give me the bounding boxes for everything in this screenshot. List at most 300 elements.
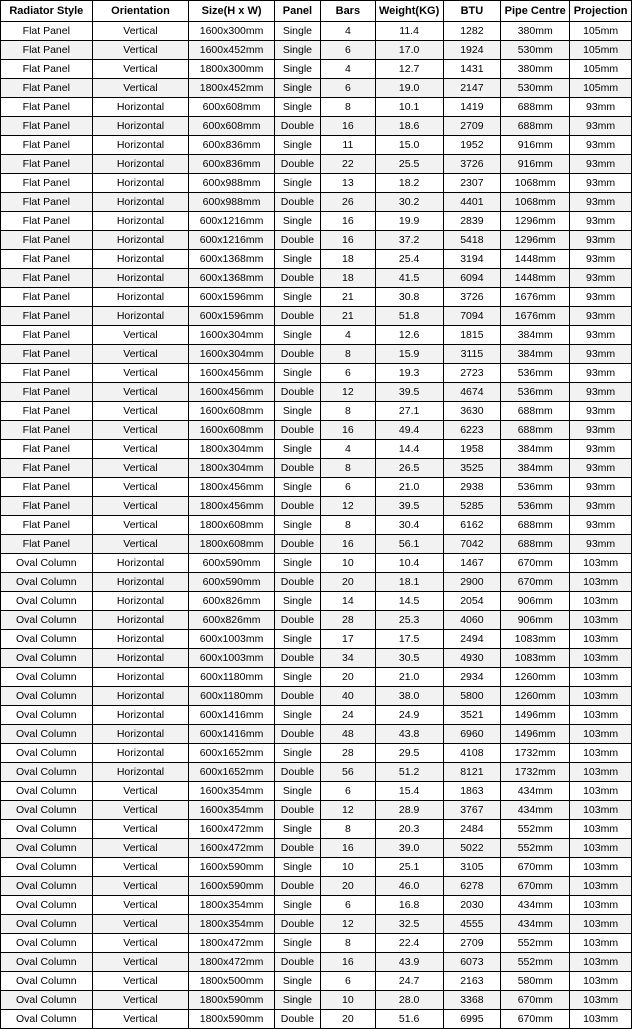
cell-pipe-centre: 384mm <box>501 459 570 478</box>
cell-orientation: Horizontal <box>92 706 189 725</box>
cell-bars: 12 <box>321 915 376 934</box>
cell-weight: 20.3 <box>375 820 443 839</box>
cell-radiator-style: Oval Column <box>1 858 93 877</box>
cell-projection: 93mm <box>570 326 632 345</box>
cell-weight: 32.5 <box>375 915 443 934</box>
table-row <box>1 307 632 326</box>
cell-radiator-style: Flat Panel <box>1 326 93 345</box>
cell-weight: 25.3 <box>375 611 443 630</box>
cell-projection: 103mm <box>570 592 632 611</box>
cell-size: 1800x472mm <box>189 953 274 972</box>
cell-orientation: Vertical <box>92 839 189 858</box>
cell-weight: 39.5 <box>375 383 443 402</box>
cell-projection: 103mm <box>570 573 632 592</box>
cell-size: 600x1180mm <box>189 668 274 687</box>
cell-orientation: Vertical <box>92 41 189 60</box>
cell-orientation: Vertical <box>92 801 189 820</box>
cell-weight: 25.1 <box>375 858 443 877</box>
cell-bars: 8 <box>321 345 376 364</box>
cell-btu: 1282 <box>443 22 501 41</box>
cell-pipe-centre: 688mm <box>501 117 570 136</box>
cell-orientation: Vertical <box>92 972 189 991</box>
cell-weight: 28.9 <box>375 801 443 820</box>
cell-projection: 93mm <box>570 535 632 554</box>
cell-size: 1600x354mm <box>189 782 274 801</box>
cell-orientation: Horizontal <box>92 98 189 117</box>
table-row <box>1 288 632 307</box>
cell-orientation: Horizontal <box>92 269 189 288</box>
table-row <box>1 212 632 231</box>
cell-size: 600x608mm <box>189 98 274 117</box>
table-row <box>1 79 632 98</box>
table-row <box>1 934 632 953</box>
cell-orientation: Vertical <box>92 459 189 478</box>
cell-btu: 8121 <box>443 763 501 782</box>
cell-size: 1800x472mm <box>189 934 274 953</box>
cell-size: 600x1652mm <box>189 744 274 763</box>
table-row <box>1 231 632 250</box>
cell-projection: 103mm <box>570 877 632 896</box>
cell-pipe-centre: 1083mm <box>501 630 570 649</box>
table-row <box>1 174 632 193</box>
table-row <box>1 915 632 934</box>
cell-radiator-style: Oval Column <box>1 668 93 687</box>
cell-projection: 93mm <box>570 98 632 117</box>
cell-size: 1800x456mm <box>189 497 274 516</box>
table-row <box>1 383 632 402</box>
cell-panel: Single <box>274 478 320 497</box>
cell-orientation: Horizontal <box>92 250 189 269</box>
cell-weight: 18.6 <box>375 117 443 136</box>
cell-bars: 10 <box>321 991 376 1010</box>
cell-weight: 25.4 <box>375 250 443 269</box>
cell-bars: 4 <box>321 440 376 459</box>
cell-size: 600x1416mm <box>189 725 274 744</box>
cell-pipe-centre: 1260mm <box>501 687 570 706</box>
table-row <box>1 630 632 649</box>
cell-projection: 93mm <box>570 193 632 212</box>
cell-projection: 93mm <box>570 136 632 155</box>
cell-btu: 3368 <box>443 991 501 1010</box>
cell-size: 600x590mm <box>189 554 274 573</box>
table-row <box>1 592 632 611</box>
cell-panel: Double <box>274 345 320 364</box>
cell-radiator-style: Oval Column <box>1 611 93 630</box>
cell-panel: Double <box>274 383 320 402</box>
cell-pipe-centre: 384mm <box>501 345 570 364</box>
header-radiator-style: Radiator Style <box>1 1 93 22</box>
cell-bars: 10 <box>321 554 376 573</box>
cell-radiator-style: Oval Column <box>1 763 93 782</box>
cell-weight: 12.6 <box>375 326 443 345</box>
cell-projection: 103mm <box>570 763 632 782</box>
cell-projection: 103mm <box>570 725 632 744</box>
cell-panel: Single <box>274 706 320 725</box>
cell-weight: 17.0 <box>375 41 443 60</box>
cell-size: 600x836mm <box>189 136 274 155</box>
cell-btu: 2839 <box>443 212 501 231</box>
cell-orientation: Horizontal <box>92 155 189 174</box>
cell-size: 600x988mm <box>189 174 274 193</box>
cell-weight: 39.0 <box>375 839 443 858</box>
cell-projection: 93mm <box>570 231 632 250</box>
cell-bars: 21 <box>321 307 376 326</box>
cell-orientation: Vertical <box>92 326 189 345</box>
cell-btu: 5800 <box>443 687 501 706</box>
cell-panel: Double <box>274 953 320 972</box>
cell-bars: 40 <box>321 687 376 706</box>
header-btu: BTU <box>443 1 501 22</box>
cell-btu: 1958 <box>443 440 501 459</box>
cell-bars: 18 <box>321 250 376 269</box>
cell-weight: 41.5 <box>375 269 443 288</box>
cell-projection: 103mm <box>570 839 632 858</box>
cell-pipe-centre: 906mm <box>501 592 570 611</box>
cell-panel: Double <box>274 117 320 136</box>
cell-panel: Single <box>274 402 320 421</box>
table-row <box>1 364 632 383</box>
cell-orientation: Vertical <box>92 1010 189 1029</box>
cell-radiator-style: Flat Panel <box>1 41 93 60</box>
cell-projection: 103mm <box>570 687 632 706</box>
cell-btu: 6278 <box>443 877 501 896</box>
cell-pipe-centre: 1448mm <box>501 269 570 288</box>
cell-pipe-centre: 536mm <box>501 478 570 497</box>
cell-pipe-centre: 380mm <box>501 60 570 79</box>
cell-size: 1600x304mm <box>189 345 274 364</box>
cell-radiator-style: Flat Panel <box>1 22 93 41</box>
cell-orientation: Vertical <box>92 345 189 364</box>
cell-size: 1800x354mm <box>189 915 274 934</box>
table-header <box>1 1 632 22</box>
cell-projection: 93mm <box>570 155 632 174</box>
cell-orientation: Horizontal <box>92 193 189 212</box>
cell-panel: Double <box>274 725 320 744</box>
cell-btu: 3115 <box>443 345 501 364</box>
cell-size: 600x1003mm <box>189 649 274 668</box>
cell-bars: 20 <box>321 1010 376 1029</box>
cell-orientation: Horizontal <box>92 668 189 687</box>
cell-panel: Single <box>274 440 320 459</box>
table-row <box>1 801 632 820</box>
cell-weight: 30.5 <box>375 649 443 668</box>
cell-projection: 103mm <box>570 706 632 725</box>
cell-btu: 1431 <box>443 60 501 79</box>
table-row <box>1 725 632 744</box>
cell-size: 600x1416mm <box>189 706 274 725</box>
cell-orientation: Horizontal <box>92 687 189 706</box>
cell-size: 1800x304mm <box>189 459 274 478</box>
cell-panel: Single <box>274 896 320 915</box>
table-row <box>1 269 632 288</box>
cell-bars: 16 <box>321 953 376 972</box>
cell-orientation: Horizontal <box>92 554 189 573</box>
cell-orientation: Vertical <box>92 782 189 801</box>
cell-panel: Single <box>274 554 320 573</box>
cell-size: 600x590mm <box>189 573 274 592</box>
table-body <box>1 22 632 1029</box>
cell-pipe-centre: 1296mm <box>501 212 570 231</box>
cell-radiator-style: Flat Panel <box>1 459 93 478</box>
cell-size: 1800x300mm <box>189 60 274 79</box>
cell-pipe-centre: 434mm <box>501 782 570 801</box>
cell-weight: 21.0 <box>375 478 443 497</box>
cell-bars: 6 <box>321 41 376 60</box>
cell-bars: 16 <box>321 421 376 440</box>
cell-size: 1600x472mm <box>189 820 274 839</box>
cell-radiator-style: Oval Column <box>1 953 93 972</box>
cell-size: 1800x354mm <box>189 896 274 915</box>
cell-size: 1600x456mm <box>189 364 274 383</box>
cell-btu: 2709 <box>443 934 501 953</box>
cell-panel: Double <box>274 421 320 440</box>
table-row <box>1 193 632 212</box>
cell-panel: Single <box>274 782 320 801</box>
cell-projection: 93mm <box>570 174 632 193</box>
cell-btu: 3726 <box>443 155 501 174</box>
cell-panel: Single <box>274 592 320 611</box>
cell-orientation: Horizontal <box>92 212 189 231</box>
table-row <box>1 421 632 440</box>
table-row <box>1 250 632 269</box>
cell-panel: Double <box>274 877 320 896</box>
cell-btu: 6223 <box>443 421 501 440</box>
cell-size: 600x1216mm <box>189 231 274 250</box>
cell-bars: 16 <box>321 839 376 858</box>
cell-btu: 3525 <box>443 459 501 478</box>
cell-pipe-centre: 1496mm <box>501 725 570 744</box>
cell-bars: 12 <box>321 383 376 402</box>
header-panel: Panel <box>274 1 320 22</box>
cell-panel: Single <box>274 744 320 763</box>
cell-projection: 93mm <box>570 383 632 402</box>
cell-panel: Double <box>274 269 320 288</box>
cell-btu: 7094 <box>443 307 501 326</box>
header-size: Size(H x W) <box>189 1 274 22</box>
cell-size: 1600x590mm <box>189 858 274 877</box>
cell-weight: 46.0 <box>375 877 443 896</box>
cell-projection: 93mm <box>570 478 632 497</box>
cell-radiator-style: Flat Panel <box>1 402 93 421</box>
cell-size: 1800x500mm <box>189 972 274 991</box>
cell-bars: 12 <box>321 497 376 516</box>
table-row <box>1 402 632 421</box>
cell-bars: 10 <box>321 858 376 877</box>
cell-radiator-style: Flat Panel <box>1 421 93 440</box>
cell-projection: 103mm <box>570 934 632 953</box>
cell-orientation: Horizontal <box>92 744 189 763</box>
table-row <box>1 991 632 1010</box>
cell-radiator-style: Oval Column <box>1 972 93 991</box>
cell-panel: Double <box>274 687 320 706</box>
cell-pipe-centre: 1296mm <box>501 231 570 250</box>
cell-bars: 56 <box>321 763 376 782</box>
cell-size: 600x826mm <box>189 592 274 611</box>
cell-size: 1800x456mm <box>189 478 274 497</box>
cell-orientation: Vertical <box>92 896 189 915</box>
cell-projection: 103mm <box>570 554 632 573</box>
cell-projection: 93mm <box>570 212 632 231</box>
cell-orientation: Horizontal <box>92 611 189 630</box>
cell-orientation: Vertical <box>92 858 189 877</box>
cell-bars: 24 <box>321 706 376 725</box>
cell-radiator-style: Flat Panel <box>1 231 93 250</box>
cell-panel: Single <box>274 136 320 155</box>
cell-btu: 5418 <box>443 231 501 250</box>
cell-projection: 93mm <box>570 307 632 326</box>
cell-panel: Single <box>274 60 320 79</box>
cell-panel: Single <box>274 934 320 953</box>
cell-bars: 48 <box>321 725 376 744</box>
cell-projection: 93mm <box>570 269 632 288</box>
cell-pipe-centre: 670mm <box>501 991 570 1010</box>
cell-panel: Double <box>274 459 320 478</box>
cell-btu: 1467 <box>443 554 501 573</box>
cell-size: 1600x608mm <box>189 402 274 421</box>
cell-size: 1800x608mm <box>189 516 274 535</box>
cell-weight: 19.0 <box>375 79 443 98</box>
table-row <box>1 459 632 478</box>
cell-btu: 2934 <box>443 668 501 687</box>
cell-size: 600x836mm <box>189 155 274 174</box>
table-row <box>1 478 632 497</box>
cell-btu: 2723 <box>443 364 501 383</box>
cell-pipe-centre: 688mm <box>501 421 570 440</box>
cell-size: 1600x608mm <box>189 421 274 440</box>
cell-panel: Double <box>274 649 320 668</box>
cell-panel: Double <box>274 915 320 934</box>
cell-weight: 15.9 <box>375 345 443 364</box>
cell-pipe-centre: 552mm <box>501 820 570 839</box>
table-row <box>1 497 632 516</box>
cell-bars: 12 <box>321 801 376 820</box>
cell-orientation: Vertical <box>92 364 189 383</box>
cell-weight: 16.8 <box>375 896 443 915</box>
cell-panel: Single <box>274 22 320 41</box>
cell-radiator-style: Oval Column <box>1 934 93 953</box>
cell-orientation: Horizontal <box>92 117 189 136</box>
cell-panel: Double <box>274 763 320 782</box>
cell-size: 600x1003mm <box>189 630 274 649</box>
cell-bars: 34 <box>321 649 376 668</box>
cell-projection: 105mm <box>570 79 632 98</box>
cell-pipe-centre: 1732mm <box>501 744 570 763</box>
cell-bars: 4 <box>321 60 376 79</box>
table-row <box>1 60 632 79</box>
cell-orientation: Vertical <box>92 934 189 953</box>
cell-bars: 18 <box>321 269 376 288</box>
cell-radiator-style: Flat Panel <box>1 269 93 288</box>
table-row <box>1 896 632 915</box>
cell-bars: 6 <box>321 896 376 915</box>
cell-btu: 2163 <box>443 972 501 991</box>
cell-weight: 22.4 <box>375 934 443 953</box>
cell-btu: 1815 <box>443 326 501 345</box>
table-row <box>1 516 632 535</box>
cell-panel: Double <box>274 497 320 516</box>
cell-orientation: Vertical <box>92 915 189 934</box>
cell-weight: 15.0 <box>375 136 443 155</box>
cell-projection: 103mm <box>570 858 632 877</box>
cell-pipe-centre: 384mm <box>501 326 570 345</box>
cell-bars: 13 <box>321 174 376 193</box>
cell-projection: 105mm <box>570 22 632 41</box>
cell-weight: 29.5 <box>375 744 443 763</box>
cell-panel: Single <box>274 326 320 345</box>
cell-weight: 25.5 <box>375 155 443 174</box>
cell-radiator-style: Oval Column <box>1 649 93 668</box>
table-row <box>1 98 632 117</box>
table-row <box>1 820 632 839</box>
cell-bars: 4 <box>321 22 376 41</box>
cell-pipe-centre: 536mm <box>501 364 570 383</box>
cell-radiator-style: Flat Panel <box>1 288 93 307</box>
cell-radiator-style: Flat Panel <box>1 79 93 98</box>
cell-bars: 8 <box>321 459 376 478</box>
cell-size: 1800x590mm <box>189 991 274 1010</box>
cell-panel: Single <box>274 288 320 307</box>
cell-projection: 103mm <box>570 668 632 687</box>
cell-weight: 10.4 <box>375 554 443 573</box>
cell-radiator-style: Oval Column <box>1 573 93 592</box>
cell-bars: 8 <box>321 516 376 535</box>
cell-projection: 93mm <box>570 288 632 307</box>
cell-btu: 2484 <box>443 820 501 839</box>
cell-pipe-centre: 1448mm <box>501 250 570 269</box>
header-row <box>1 1 632 22</box>
cell-radiator-style: Oval Column <box>1 554 93 573</box>
cell-projection: 93mm <box>570 117 632 136</box>
cell-size: 600x1368mm <box>189 250 274 269</box>
cell-radiator-style: Oval Column <box>1 820 93 839</box>
cell-weight: 38.0 <box>375 687 443 706</box>
cell-bars: 8 <box>321 934 376 953</box>
cell-pipe-centre: 552mm <box>501 839 570 858</box>
cell-bars: 28 <box>321 611 376 630</box>
table-row <box>1 877 632 896</box>
cell-panel: Single <box>274 364 320 383</box>
cell-orientation: Horizontal <box>92 288 189 307</box>
cell-weight: 28.0 <box>375 991 443 1010</box>
cell-weight: 18.1 <box>375 573 443 592</box>
cell-radiator-style: Flat Panel <box>1 364 93 383</box>
cell-radiator-style: Flat Panel <box>1 383 93 402</box>
cell-orientation: Vertical <box>92 991 189 1010</box>
cell-btu: 4674 <box>443 383 501 402</box>
cell-pipe-centre: 1260mm <box>501 668 570 687</box>
cell-panel: Double <box>274 801 320 820</box>
cell-projection: 93mm <box>570 345 632 364</box>
cell-orientation: Vertical <box>92 421 189 440</box>
cell-pipe-centre: 580mm <box>501 972 570 991</box>
cell-projection: 93mm <box>570 364 632 383</box>
cell-orientation: Vertical <box>92 79 189 98</box>
cell-weight: 30.8 <box>375 288 443 307</box>
table-row <box>1 649 632 668</box>
cell-radiator-style: Oval Column <box>1 744 93 763</box>
cell-bars: 6 <box>321 972 376 991</box>
cell-pipe-centre: 530mm <box>501 79 570 98</box>
cell-btu: 6162 <box>443 516 501 535</box>
cell-projection: 103mm <box>570 953 632 972</box>
cell-pipe-centre: 906mm <box>501 611 570 630</box>
cell-btu: 1952 <box>443 136 501 155</box>
cell-size: 1800x304mm <box>189 440 274 459</box>
cell-radiator-style: Oval Column <box>1 896 93 915</box>
cell-size: 1600x456mm <box>189 383 274 402</box>
cell-bars: 8 <box>321 98 376 117</box>
cell-btu: 3105 <box>443 858 501 877</box>
